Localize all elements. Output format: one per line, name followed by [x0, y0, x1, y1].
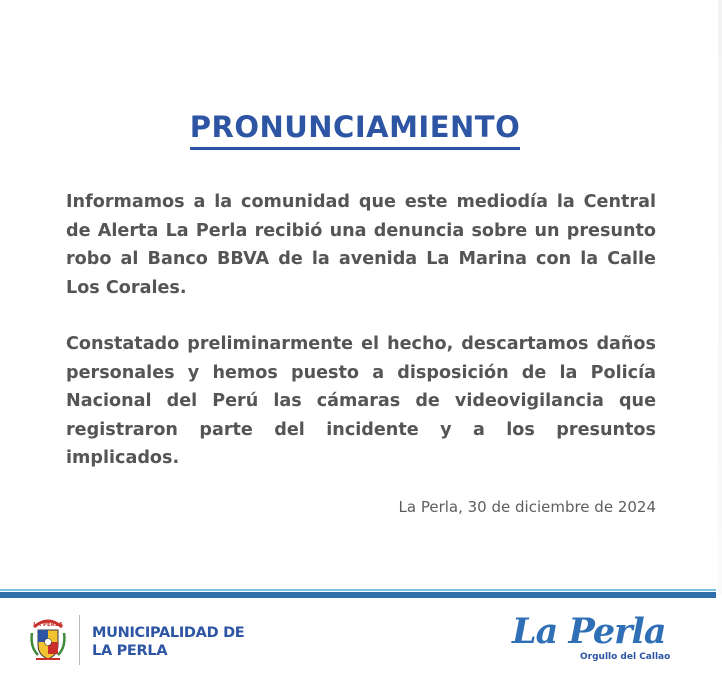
paragraph-2: Constatado preliminarmente el hecho, descartamos daños personales y hemos puesto a disposición de la Policía Nacional del Perú las cámaras de videovigilancia que registraron parte del incidente y a los presuntos implicados.: [66, 334, 656, 468]
footer-separator: [79, 615, 80, 665]
brand-logo: [512, 611, 671, 666]
footer-divider-light: [0, 589, 716, 591]
municipal-crest-icon: [28, 617, 68, 663]
document-title: PRONUNCIAMIENTO: [190, 110, 521, 150]
municipality-line-1: MUNICIPALIDAD DE: [92, 625, 245, 641]
paragraph-1: Informamos a la comunidad que este mediodía la Central de Alerta La Perla recibió una denuncia sobre un presunto robo al Banco BBVA de la avenida La Marina con la Calle Los Corales.: [66, 192, 656, 298]
brand-tagline: Orgullo del Callao: [580, 652, 671, 662]
title-block: [0, 110, 710, 150]
crest-text: LA PERLA: [33, 622, 63, 628]
document-body: [66, 188, 656, 473]
brand-name: La Perla: [512, 611, 666, 652]
date-line: La Perla, 30 de diciembre de 2024: [398, 498, 656, 516]
municipality-name: [92, 624, 244, 660]
page-edge-shadow: [718, 0, 722, 595]
municipality-line-2: LA PERLA: [92, 643, 168, 659]
